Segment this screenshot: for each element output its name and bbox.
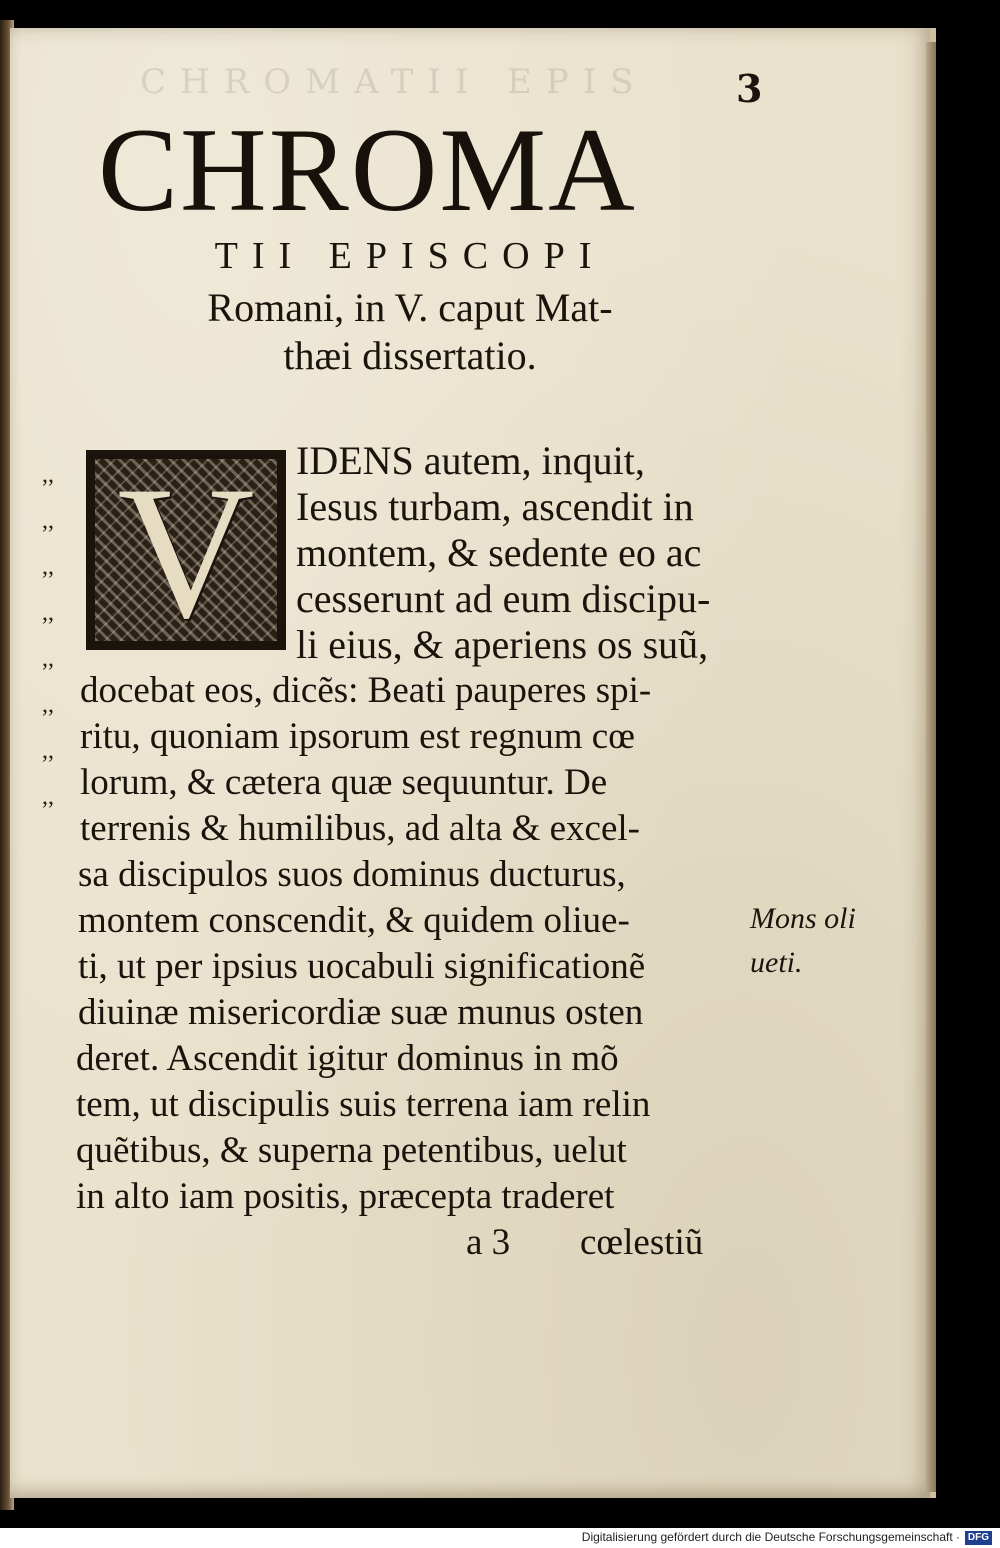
- quote-mark: ,,: [42, 784, 54, 810]
- text-line: montem conscendit, & quidem oliue-: [78, 900, 630, 941]
- text-line: terrenis & humilibus, ad alta & excel-: [80, 808, 640, 849]
- catchword: cœlestiũ: [580, 1222, 704, 1263]
- text-line: lorum, & cætera quæ sequuntur. De: [80, 762, 608, 803]
- quote-mark: ,,: [42, 738, 54, 764]
- dfg-logo-icon: DFG: [965, 1531, 992, 1545]
- quote-mark: ,,: [42, 508, 54, 534]
- margin-note-line-1: Mons oli: [750, 902, 856, 935]
- margin-note-line-2: ueti.: [750, 946, 803, 979]
- text-line: sa discipulos suos dominus ducturus,: [78, 854, 626, 895]
- signature-mark: a 3: [466, 1222, 511, 1263]
- text-line: ritu, quoniam ipsorum est regnum cœ: [80, 716, 635, 757]
- text-line: cesserunt ad eum discipu-: [296, 576, 711, 621]
- text-line: quẽtibus, & superna petentibus, uelut: [76, 1130, 627, 1171]
- page-edge: [926, 42, 936, 1492]
- text-line: li eius, & aperiens os suũ,: [296, 622, 709, 667]
- footer-credit: Digitalisierung gefördert durch die Deutsche Forschungsgemeinschaft ·: [581, 1530, 960, 1544]
- text-line: ti, ut per ipsius uocabuli significationẽ: [78, 946, 646, 987]
- show-through-running-head: CHROMATII EPIS: [140, 62, 648, 102]
- quote-mark: ,,: [42, 692, 54, 718]
- quote-mark: ,,: [42, 554, 54, 580]
- title-line-1: Romani, in V. caput Mat-: [207, 285, 613, 330]
- text-line: deret. Ascendit igitur dominus in mõ: [76, 1038, 619, 1079]
- title-line-2: thæi dissertatio.: [283, 333, 537, 378]
- text-line: Iesus turbam, ascendit in: [296, 484, 694, 529]
- text-line: diuinæ misericordiæ suæ munus osten: [78, 992, 644, 1033]
- title-sub: TII EPISCOPI: [214, 235, 606, 277]
- quote-mark: ,,: [42, 462, 54, 488]
- text-line: in alto iam positis, præcepta traderet: [76, 1176, 615, 1217]
- quote-mark: ,,: [42, 600, 54, 626]
- text-line: IDENS autem, inquit,: [296, 438, 645, 483]
- title-main: CHROMA: [98, 103, 637, 236]
- quote-mark: ,,: [42, 646, 54, 672]
- initial-ornament: [95, 459, 277, 641]
- text-line: tem, ut discipulis suis terrena iam relin: [76, 1084, 651, 1125]
- footer-bar: [0, 1528, 1000, 1548]
- text-line: docebat eos, dicẽs: Beati pauperes spi-: [80, 670, 652, 711]
- initial-letter: V: [117, 459, 255, 641]
- text-line: montem, & sedente eo ac: [296, 530, 702, 575]
- decorated-initial: [86, 450, 286, 650]
- page-number: 3: [736, 66, 763, 111]
